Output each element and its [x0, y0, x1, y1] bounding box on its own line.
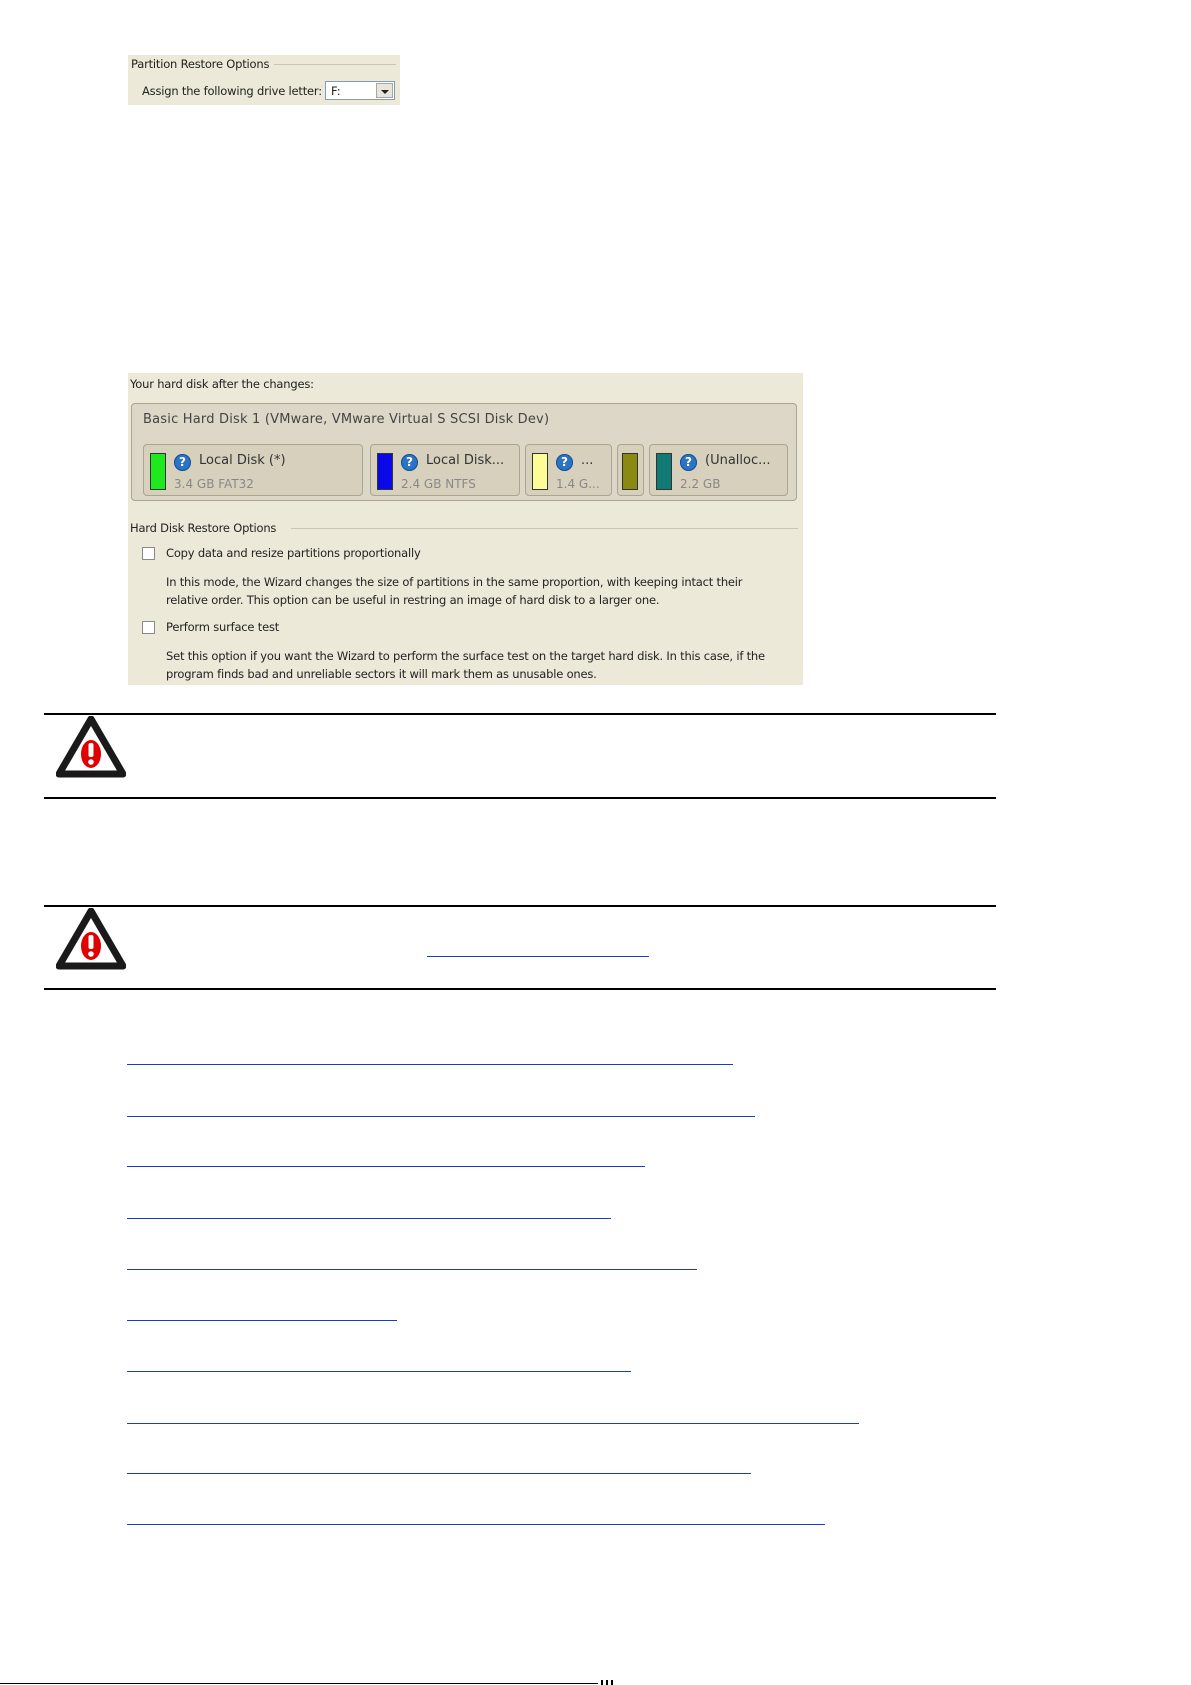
hard-disk-caption: Your hard disk after the changes:	[130, 377, 314, 391]
partition-restore-legend: Partition Restore Options	[131, 57, 270, 71]
drive-letter-value: F:	[331, 84, 341, 98]
warning-bottom-rule	[44, 988, 996, 990]
partition-restore-options	[128, 55, 400, 105]
hard-disk-panel	[128, 373, 803, 685]
link-item[interactable]	[127, 1320, 397, 1321]
partition-color-swatch	[532, 453, 548, 490]
link-item[interactable]	[127, 1218, 611, 1219]
partition-name: Local Disk (*)	[199, 453, 286, 468]
partition-size: 3.4 GB FAT32	[174, 477, 254, 491]
warning-top-rule	[44, 905, 996, 907]
warning-triangle-icon	[56, 908, 126, 970]
inline-link[interactable]	[427, 956, 649, 957]
partition-size: 2.4 GB NTFS	[401, 477, 476, 491]
surface-test-description: Set this option if you want the Wizard to perform the surface test on the target hard disk. In this case, if the program finds bad and unreliable sectors it will mark them as unusable ones.	[166, 649, 765, 681]
hard-disk-options-legend: Hard Disk Restore Options	[130, 521, 277, 535]
link-item[interactable]	[127, 1064, 733, 1065]
copy-resize-label[interactable]: Copy data and resize partitions proportionally	[166, 546, 421, 560]
help-icon[interactable]: ?	[556, 454, 573, 471]
link-item[interactable]	[127, 1116, 755, 1117]
page-number-fragment	[600, 1679, 614, 1685]
partition-size: 1.4 G...	[556, 477, 600, 491]
warning-bottom-rule	[44, 797, 996, 799]
partition-name: Local Disk...	[426, 453, 505, 468]
help-icon[interactable]: ?	[680, 454, 697, 471]
disk-title: Basic Hard Disk 1 (VMware, VMware Virtual S SCSI Disk Dev)	[143, 412, 550, 427]
partition-size: 2.2 GB	[680, 477, 721, 491]
partition-color-swatch	[656, 453, 672, 490]
partition-color-swatch	[150, 453, 166, 490]
partition-color-swatch	[622, 453, 638, 490]
partition-4[interactable]	[617, 444, 644, 496]
link-item[interactable]	[127, 1166, 645, 1167]
partition-local-disk-1[interactable]	[143, 444, 363, 496]
link-item[interactable]	[127, 1524, 825, 1525]
warning-triangle-icon	[56, 716, 126, 778]
copy-resize-checkbox[interactable]	[142, 547, 155, 560]
legend-divider	[274, 64, 396, 65]
legend-divider	[291, 528, 798, 529]
drive-letter-select[interactable]	[325, 81, 395, 100]
partition-3[interactable]	[525, 444, 612, 496]
copy-resize-description: In this mode, the Wizard changes the size of partitions in the same proportion, with keeping intact their relative order. This option can be useful in restring an image of hard disk to a larger one.	[166, 575, 743, 607]
link-item[interactable]	[127, 1371, 631, 1372]
link-item[interactable]	[127, 1269, 697, 1270]
partition-color-swatch	[377, 453, 393, 490]
help-icon[interactable]: ?	[174, 454, 191, 471]
surface-test-checkbox[interactable]	[142, 621, 155, 634]
chevron-down-icon[interactable]	[376, 83, 393, 98]
partition-name: ...	[581, 453, 594, 468]
warning-top-rule	[44, 713, 996, 715]
footer-rule	[0, 1683, 598, 1684]
help-icon[interactable]: ?	[401, 454, 418, 471]
link-item[interactable]	[127, 1473, 751, 1474]
link-item[interactable]	[127, 1423, 859, 1424]
disk-map	[131, 403, 797, 501]
surface-test-label[interactable]: Perform surface test	[166, 620, 280, 634]
partition-unallocated[interactable]	[649, 444, 788, 496]
partition-local-disk-2[interactable]	[370, 444, 520, 496]
drive-letter-label: Assign the following drive letter:	[142, 84, 322, 98]
partition-name: (Unalloc...	[705, 453, 771, 468]
